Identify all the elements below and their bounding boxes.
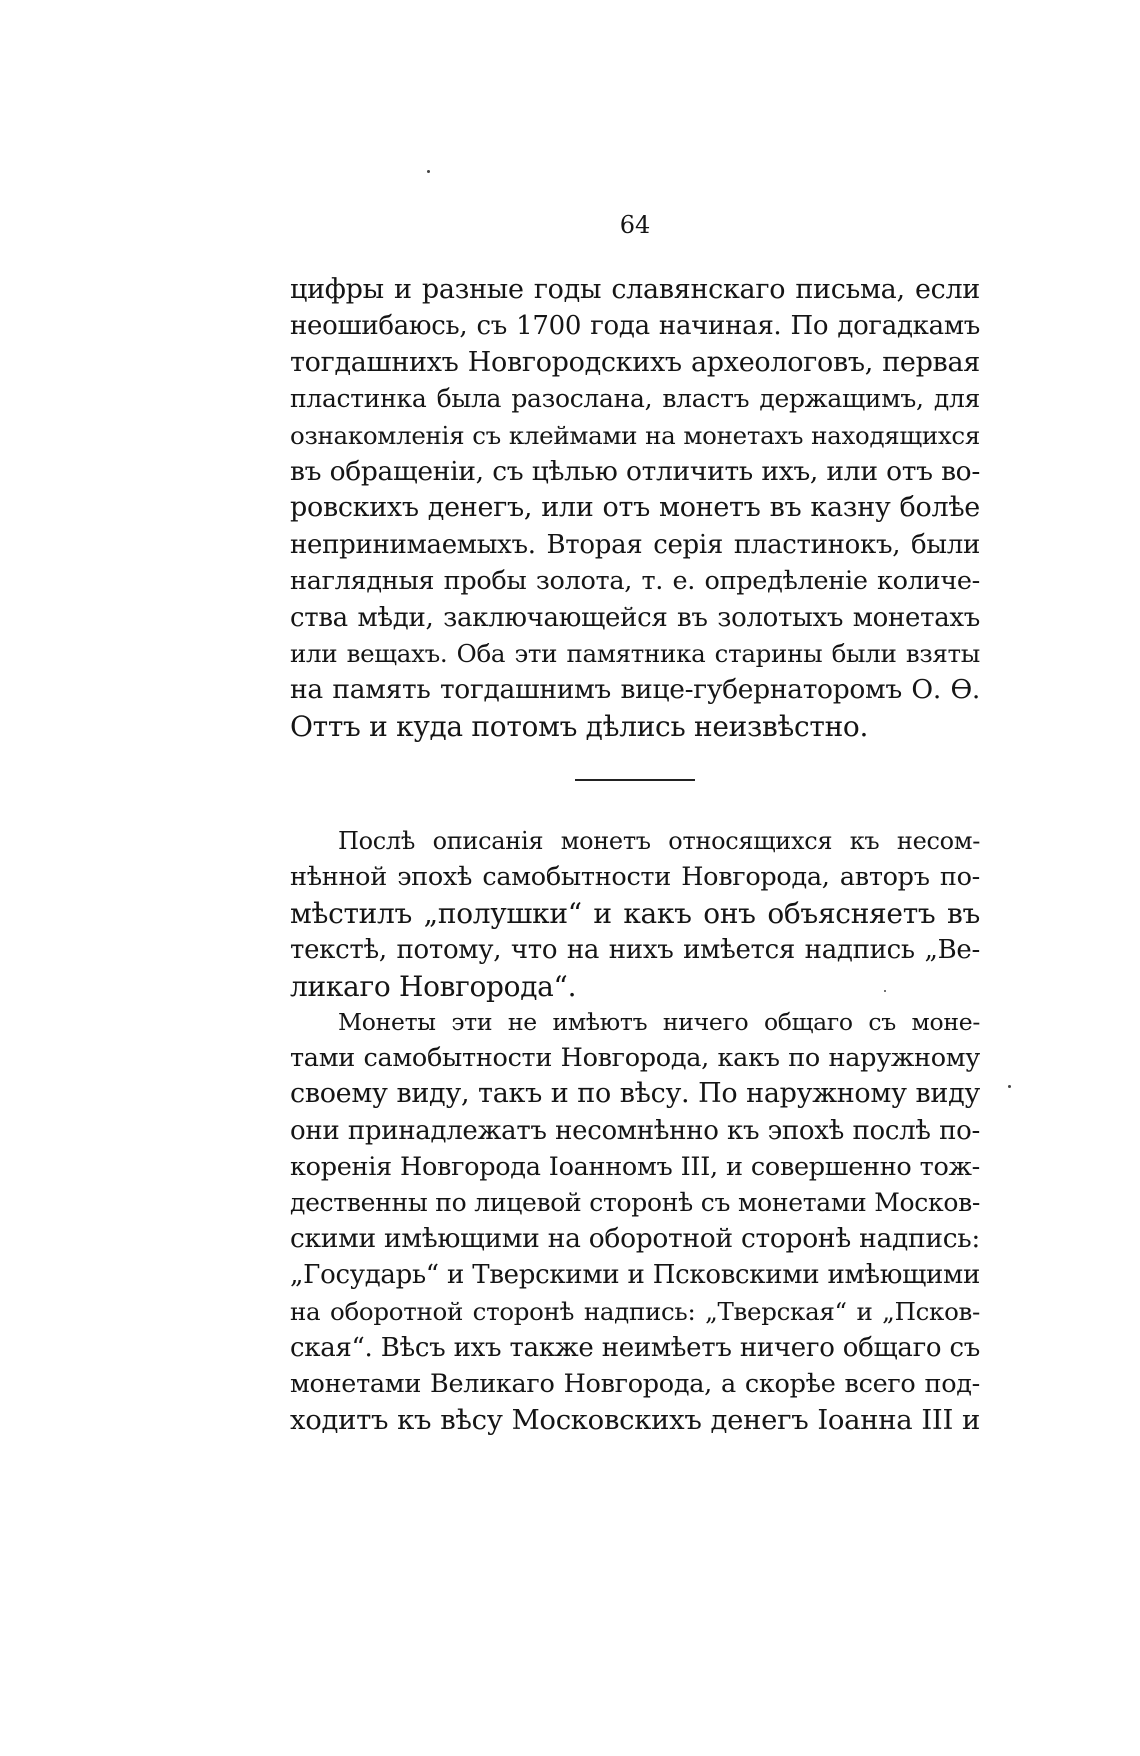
section-separator	[575, 779, 695, 781]
text-line: ознакомленія съ клеймами на монетахъ находящихся	[290, 420, 980, 450]
text-line: они принадлежатъ несомнѣнно къ эпохѣ послѣ по-	[290, 1115, 980, 1146]
text-line: наглядныя пробы золота, т. е. опредѣленіе количе-	[290, 566, 980, 597]
text-line: цифры и разные годы славянскаго письма, если	[290, 274, 980, 305]
text-line: непринимаемыхъ. Вторая серія пластинокъ, были	[290, 529, 980, 560]
text-line: Оттъ и куда потомъ дѣлись неизвѣстно.	[290, 709, 869, 743]
page-number: 64	[619, 211, 651, 239]
text-line: коренія Новгорода Іоанномъ III, и совершенно тож-	[290, 1151, 980, 1182]
paragraph-3	[290, 1004, 980, 1438]
text-line: на память тогдашнимъ вице-губернаторомъ О. Ѳ.	[290, 674, 980, 706]
text-line: дественны по лицевой сторонѣ съ монетами Москов-	[290, 1187, 980, 1217]
text-line: на оборотной сторонѣ надпись: „Тверская“ и „Псков-	[290, 1296, 980, 1326]
scan-speck	[1008, 1085, 1011, 1088]
text-line: Монеты эти не имѣютъ ничего общаго съ моне-	[338, 1008, 980, 1036]
text-line: неошибаюсь, съ 1700 года начиная. По догадкамъ	[290, 311, 980, 342]
text-line: нѣнной эпохѣ самобытности Новгорода, авторъ по-	[290, 862, 980, 893]
text-line: ская“. Вѣсъ ихъ также неимѣетъ ничего общаго съ	[290, 1332, 980, 1363]
text-line: ликаго Новгорода“.	[290, 969, 577, 1003]
text-line: текстѣ, потому, что на нихъ имѣется надпись „Ве-	[290, 935, 980, 966]
text-line: ровскихъ денегъ, или отъ монетъ въ казну болѣе	[290, 492, 980, 524]
text-line: тами самобытности Новгорода, какъ по наружному	[290, 1043, 980, 1074]
text-line: ходитъ къ вѣсу Московскихъ денегъ Іоанна III и	[290, 1404, 980, 1437]
text-line: тогдашнихъ Новгородскихъ археологовъ, первая	[290, 346, 980, 378]
text-line: мѣстилъ „полушки“ и какъ онъ объясняетъ въ	[290, 896, 980, 930]
text-line: или вещахъ. Оба эти памятника старины были взяты	[290, 638, 980, 668]
text-line: своему виду, такъ и по вѣсу. По наружному виду	[290, 1078, 980, 1110]
text-line: пластинка была разослана, властъ держащимъ, для	[290, 384, 980, 414]
text-line: монетами Великаго Новгорода, а скорѣе всего под-	[290, 1368, 980, 1399]
text-line: скими имѣющими на оборотной сторонѣ надпись:	[290, 1223, 980, 1255]
text-line: „Государь“ и Тверскими и Псковскими имѣющими	[290, 1260, 980, 1291]
paragraph-2	[290, 823, 980, 1005]
paragraph-1	[290, 272, 980, 745]
text-line: ства мѣди, заключающейся въ золотыхъ монетахъ	[290, 602, 980, 633]
text-line: въ обращеніи, съ цѣлью отличить ихъ, или отъ во-	[290, 455, 980, 487]
text-line: Послѣ описанія монетъ относящихся къ несом-	[338, 827, 980, 855]
scan-speck	[427, 170, 430, 173]
